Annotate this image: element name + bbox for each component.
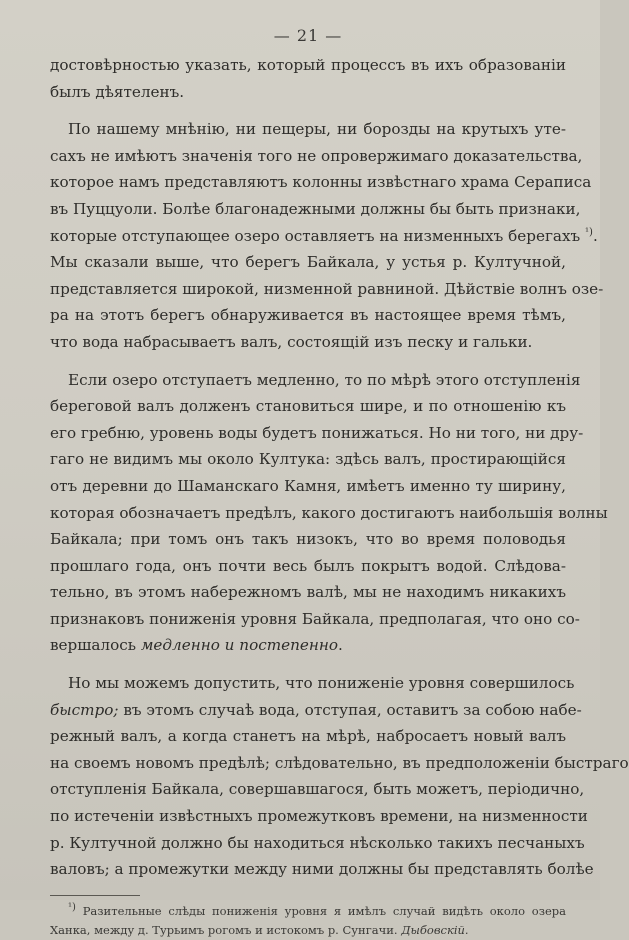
- footnote-reference: ¹): [585, 226, 593, 238]
- footnote: [50, 902, 566, 940]
- footnote-text: Разительные слѣды пониженія уровня я имѣлъ случай видѣть около озера: [82, 903, 566, 918]
- paragraph-3: [50, 367, 608, 660]
- text-line: которые отступающее озеро оставляетъ на низменныхъ берегахъ $^{^1)}$.: [50, 226, 598, 245]
- text-line: признаковъ пониженія уровня Байкала, предполагая, что оно со-: [50, 609, 580, 628]
- text-line: достовѣрностью указать, который процессъ въ ихъ образованіи: [50, 56, 566, 74]
- text-line: представляется широкой, низменной равниной. Дѣйствіе волнъ озе-: [50, 279, 604, 298]
- footnote-author: Дыбовскій.: [401, 922, 469, 937]
- text-line: прошлаго года, онъ почти весь былъ покрытъ водой. Слѣдова-: [50, 556, 566, 575]
- text-line: ра на этотъ берегъ обнаруживается въ настоящее время тѣмъ,: [50, 306, 566, 325]
- italic-emphasis: медленно и постепенно: [140, 636, 339, 655]
- italic-emphasis: быстро;: [50, 700, 119, 719]
- text-line: Мы сказали выше, что берегъ Байкала, у устья р. Култучной,: [50, 253, 566, 272]
- footnote-mark: ¹): [68, 901, 76, 913]
- text-line: тельно, въ этомъ набережномъ валѣ, мы не находимъ никакихъ: [50, 583, 566, 602]
- text-line: береговой валъ долженъ становиться шире, и по отношенію къ: [50, 397, 566, 416]
- text-line: По нашему мнѣнію, ни пещеры, ни борозды на крутыхъ уте-: [68, 120, 566, 139]
- footnote-divider: [50, 895, 140, 896]
- page-number: — 21 —: [273, 26, 343, 45]
- text-line: отъ деревни до Шаманскаго Камня, имѣетъ именно ту ширину,: [50, 476, 566, 495]
- text-line: отступленія Байкала, совершавшагося, быть можетъ, періодично,: [50, 780, 585, 799]
- footnote-line: [50, 902, 566, 921]
- text-line: былъ дѣятеленъ.: [50, 82, 185, 101]
- punctuation: .: [338, 636, 343, 655]
- text-line: [50, 632, 566, 659]
- text-line: [50, 697, 582, 724]
- text-line: валовъ; а промежутки между ними должны бы представлять болѣе: [50, 860, 594, 879]
- text-line: Но мы можемъ допустить, что пониженіе уровня совершилось: [68, 674, 575, 693]
- paragraph-4: [50, 670, 629, 883]
- footnote-line: [50, 921, 566, 940]
- text-line: въ Пуццуоли. Болѣе благонадежными должны бы быть признаки,: [50, 199, 581, 218]
- text-line: которое намъ представляютъ колонны извѣстнаго храма Сераписа: [50, 173, 592, 192]
- paragraph-1: [50, 52, 566, 105]
- footnote-text: Ханка, между д. Турьимъ рогомъ и истокомъ р. Сунгачи.: [50, 922, 398, 937]
- text-line: р. Култучной должно бы находиться нѣсколько такихъ песчаныхъ: [50, 833, 585, 852]
- text-line: режный валъ, а когда станетъ на мѣрѣ, набросаетъ новый валъ: [50, 727, 566, 746]
- text-line: по истеченіи извѣстныхъ промежутковъ времени, на низменности: [50, 807, 588, 826]
- text-line: сахъ не имѣютъ значенія того не опровержимаго доказательства,: [50, 146, 583, 165]
- text-line: что вода набрасываетъ валъ, состоящій изъ песку и гальки.: [50, 332, 533, 351]
- paragraph-2: [50, 116, 604, 355]
- text-line: Если озеро отступаетъ медленно, то по мѣрѣ этого отступленія: [68, 370, 581, 389]
- text-fragment: вершалось: [50, 636, 137, 655]
- text-fragment: въ этомъ случаѣ вода, отступая, оставитъ за собою набе-: [123, 700, 582, 719]
- text-line: его гребню, уровень воды будетъ понижаться. Но ни того, ни дру-: [50, 423, 584, 442]
- text-line: Байкала; при томъ онъ такъ низокъ, что во время половодья: [50, 530, 566, 549]
- text-line: на своемъ новомъ предѣлѣ; слѣдовательно, въ предположеніи быстраго: [50, 753, 629, 772]
- text-fragment: которые отступающее озеро оставляетъ на низменныхъ берегахъ: [50, 226, 581, 245]
- text-line: которая обозначаетъ предѣлъ, какого достигаютъ наибольшія волны: [50, 503, 608, 522]
- text-line: гаго не видимъ мы около Култука: здѣсь валъ, простирающійся: [50, 450, 566, 469]
